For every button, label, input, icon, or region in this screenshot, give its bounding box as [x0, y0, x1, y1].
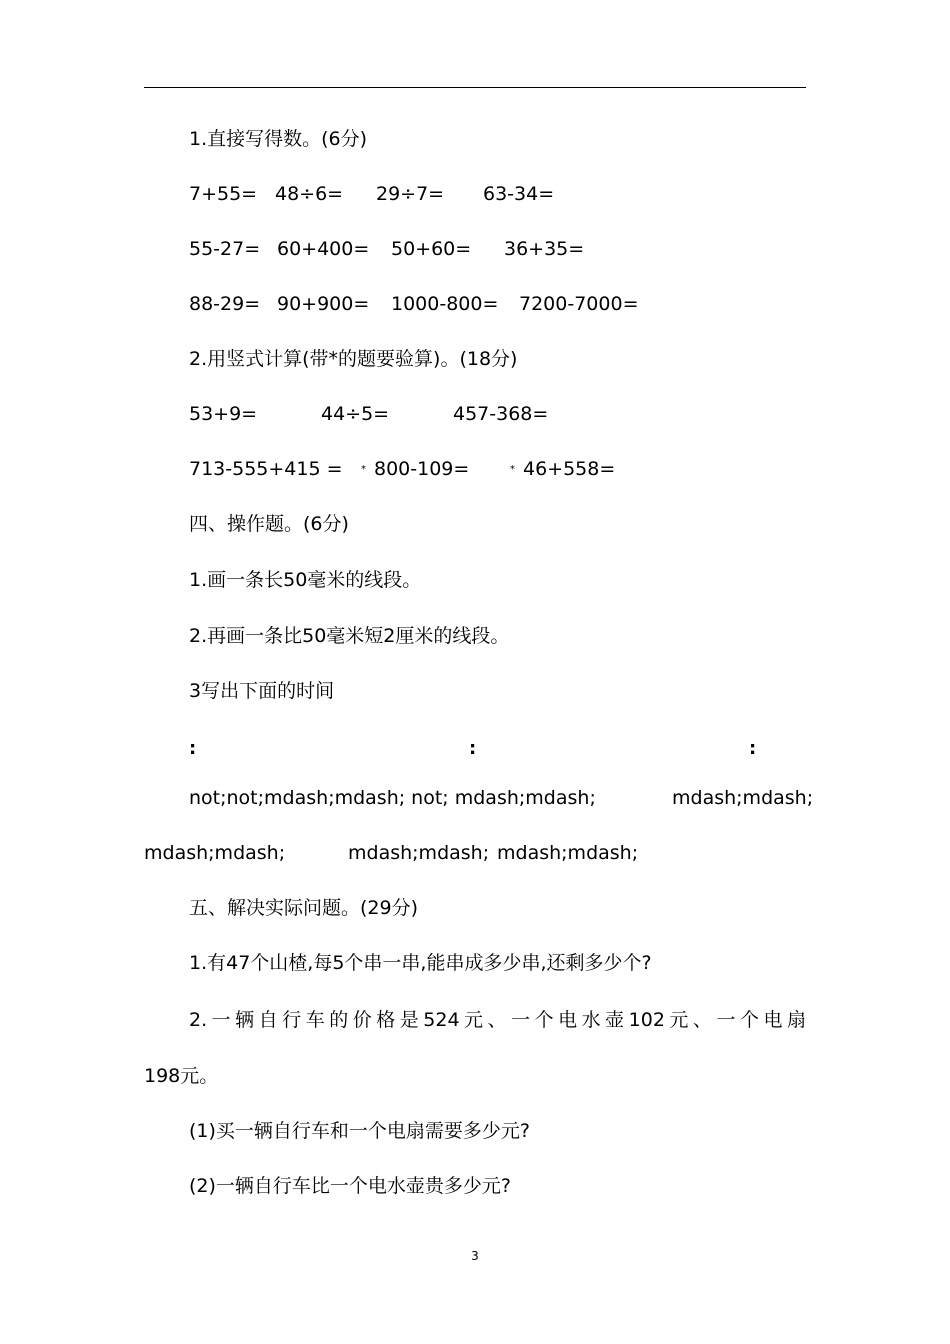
page-number: 3 [471, 1249, 479, 1263]
section4-title: 四、操作题。(6分) [189, 513, 349, 535]
vertical-calc-item-check [361, 457, 469, 482]
calc-item: 48÷6= [275, 183, 344, 205]
calc-item: 90+900= [277, 293, 370, 315]
vertical-calc-item-check [510, 457, 615, 482]
vertical-calc-item: 713-555+415 = [189, 458, 343, 480]
calc-item: 60+400= [277, 238, 370, 260]
section5-q2-line2: 198元。 [144, 1065, 219, 1087]
section4-q2: 2.再画一条比50毫米短2厘米的线段。 [189, 625, 510, 647]
time-colon: : [469, 738, 477, 759]
garbled-text: not;not;mdash;mdash; not; mdash;mdash; [189, 787, 596, 809]
star-mark: * [510, 463, 515, 475]
vertical-calc-item: 44÷5= [321, 403, 390, 425]
section5-title: 五、解决实际问题。(29分) [189, 897, 419, 919]
section5-q1: 1.有47个山楂,每5个串一串,能串成多少串,还剩多少个? [189, 952, 652, 974]
calc-item: 36+35= [504, 238, 585, 260]
garbled-text: mdash;mdash; [348, 842, 490, 864]
garbled-text: mdash;mdash; [672, 787, 814, 809]
q1-title: 1.直接写得数。(6分) [189, 128, 368, 150]
garbled-text: mdash;mdash; [497, 842, 639, 864]
section4-q1: 1.画一条长50毫米的线段。 [189, 569, 422, 591]
calc-item: 88-29= [189, 293, 261, 315]
section4-q3: 3写出下面的时间 [189, 680, 335, 702]
calc-item: 7+55= [189, 183, 258, 205]
section5-sub1: (1)买一辆自行车和一个电扇需要多少元? [189, 1120, 530, 1142]
star-mark: * [361, 463, 366, 475]
time-colon: : [189, 738, 197, 759]
vertical-calc-item: 53+9= [189, 403, 258, 425]
calc-text: 800-109= [374, 458, 470, 480]
time-colon: : [749, 738, 757, 759]
section5-q2-line1: 2.一辆自行车的价格是524元、一个电水壶102元、一个电扇 [189, 1009, 806, 1031]
calc-item: 50+60= [391, 238, 472, 260]
garbled-text: mdash;mdash; [144, 842, 286, 864]
calc-item: 29÷7= [376, 183, 445, 205]
calc-text: 46+558= [523, 458, 616, 480]
calc-item: 63-34= [483, 183, 555, 205]
q2-title: 2.用竖式计算(带*的题要验算)。(18分) [189, 348, 518, 370]
calc-item: 7200-7000= [519, 293, 639, 315]
calc-item: 55-27= [189, 238, 261, 260]
vertical-calc-item: 457-368= [453, 403, 549, 425]
header-rule [144, 87, 806, 88]
section5-sub2: (2)一辆自行车比一个电水壶贵多少元? [189, 1175, 511, 1197]
calc-item: 1000-800= [391, 293, 499, 315]
